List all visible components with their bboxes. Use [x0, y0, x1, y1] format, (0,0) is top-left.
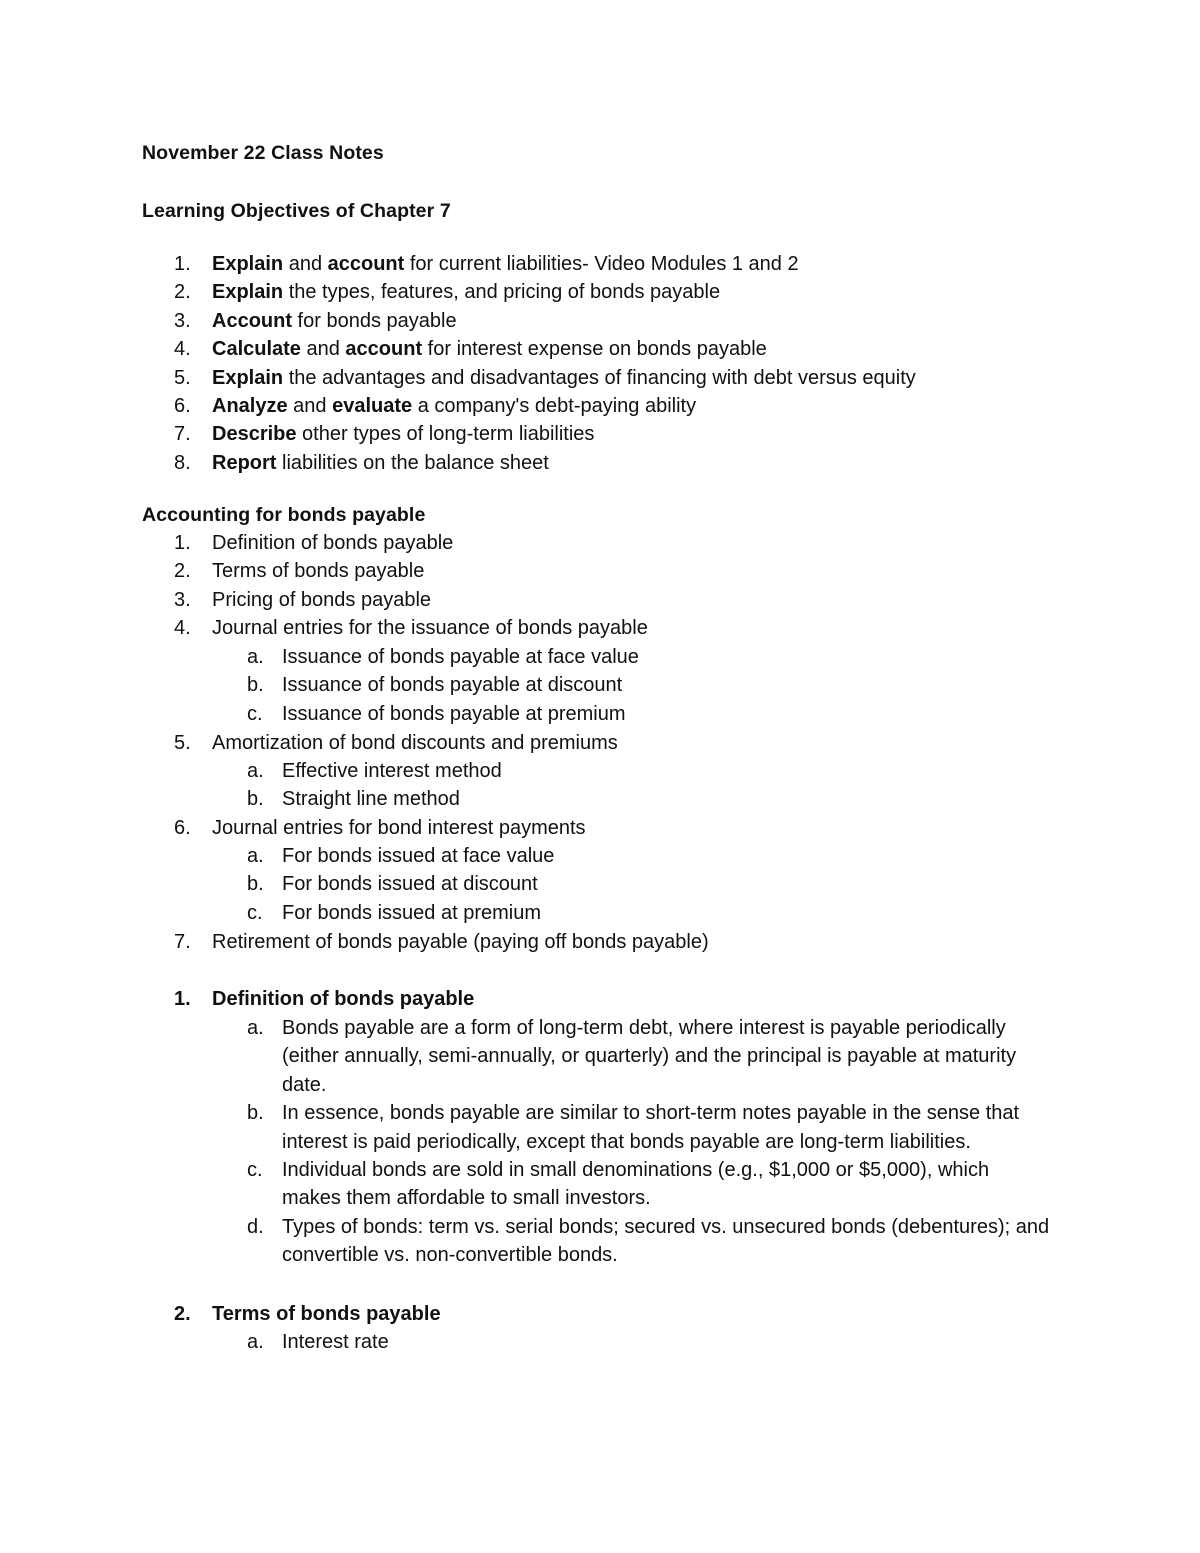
objective-text: and — [287, 395, 333, 418]
outline-text: Journal entries for the issuance of bonds payable — [212, 617, 648, 640]
objective-verb: Explain — [212, 366, 284, 389]
outline-item — [0, 729, 1100, 757]
list-number: 3. — [174, 588, 191, 611]
list-number: 1. — [174, 253, 191, 275]
outline-subitem — [0, 842, 1100, 870]
detail-heading — [0, 985, 1100, 1013]
outline-subtext: Straight line method — [282, 788, 460, 811]
outline-list — [0, 529, 1100, 643]
list-number: 6. — [174, 395, 191, 418]
outline-subitem — [0, 671, 1100, 699]
outline-list — [0, 928, 1100, 956]
outline-item — [0, 586, 1100, 614]
detail-section — [0, 985, 1100, 1013]
outline-subtext: Issuance of bonds payable at discount — [282, 674, 623, 697]
outline-text: Definition of bonds payable — [212, 532, 454, 554]
objective-text: a company's debt-paying ability — [412, 395, 697, 418]
outline-text: Pricing of bonds payable — [212, 588, 432, 611]
objectives-heading: Learning Objectives of Chapter 7 — [142, 200, 451, 222]
list-letter: b. — [247, 1102, 264, 1125]
objective-item — [0, 278, 1100, 306]
list-letter: d. — [247, 1215, 264, 1238]
outline-subtext: Effective interest method — [282, 760, 502, 782]
outline-text: Retirement of bonds payable (paying off bonds payable) — [212, 931, 709, 953]
objective-verb: Explain — [212, 281, 284, 304]
objectives-list — [0, 250, 1100, 477]
objective-item — [0, 335, 1100, 363]
objective-verb: evaluate — [332, 395, 413, 418]
objective-verb: account — [345, 338, 423, 361]
objective-item — [0, 392, 1100, 420]
objective-verb: account — [327, 253, 405, 275]
objective-verb: Describe — [212, 423, 297, 446]
outline-subitem — [0, 870, 1100, 898]
detail-subtext: In essence, bonds payable are similar to short-term notes payable in the sense that interest is paid periodically, except that bonds payable are long-term liabilities. — [282, 1102, 1020, 1153]
list-number: 7. — [174, 423, 191, 446]
detail-heading-text: Terms of bonds payable — [212, 1303, 441, 1325]
outline-item — [0, 614, 1100, 642]
outline-list — [0, 729, 1100, 757]
outline-list — [0, 814, 1100, 842]
list-number: 3. — [174, 309, 191, 332]
outline-heading: Accounting for bonds payable — [142, 504, 426, 526]
outline-item — [0, 529, 1100, 557]
outline-item — [0, 928, 1100, 956]
objective-text: other types of long-term liabilities — [296, 423, 595, 446]
list-letter: b. — [247, 674, 264, 697]
detail-sublist — [0, 1328, 1100, 1356]
objective-verb: Analyze — [212, 395, 288, 418]
objective-text: liabilities on the balance sheet — [276, 451, 549, 474]
objective-item — [0, 250, 1100, 278]
list-number: 1. — [174, 988, 191, 1010]
outline-text: Amortization of bond discounts and premiums — [212, 732, 618, 754]
list-number: 4. — [174, 338, 191, 361]
list-letter: a. — [247, 1331, 264, 1353]
outline-subitem — [0, 757, 1100, 785]
list-letter: b. — [247, 788, 264, 811]
outline-subtext: For bonds issued at premium — [282, 901, 542, 924]
outline-subitem — [0, 643, 1100, 671]
objective-item — [0, 364, 1100, 392]
list-letter: c. — [247, 702, 263, 725]
detail-subitem — [0, 1213, 1052, 1270]
objective-text: the types, features, and pricing of bonds payable — [283, 281, 721, 304]
detail-subitem — [0, 1328, 1100, 1356]
outline-subtext: For bonds issued at face value — [282, 845, 555, 867]
outline-subtext: Issuance of bonds payable at face value — [282, 646, 639, 668]
outline-text: Terms of bonds payable — [212, 560, 425, 583]
outline-sublist — [0, 842, 1100, 927]
list-number: 2. — [174, 281, 191, 304]
list-letter: c. — [247, 901, 263, 924]
objective-text: for current liabilities- Video Modules 1 and 2 — [404, 253, 799, 275]
outline-item — [0, 557, 1100, 585]
objective-text: for bonds payable — [292, 309, 457, 332]
list-letter: a. — [247, 1017, 264, 1039]
list-number: 1. — [174, 532, 191, 554]
detail-section — [0, 1300, 1100, 1328]
objective-item — [0, 449, 1100, 477]
list-number: 4. — [174, 617, 191, 640]
objective-verb: Calculate — [212, 338, 301, 361]
list-number: 2. — [174, 560, 191, 583]
list-letter: c. — [247, 1159, 263, 1182]
outline-sublist — [0, 643, 1100, 728]
detail-subtext: Individual bonds are sold in small denominations (e.g., $1,000 or $5,000), which makes them affordable to small investors. — [282, 1159, 990, 1210]
detail-subitem — [0, 1156, 1052, 1213]
detail-subitem — [0, 1099, 1052, 1156]
list-letter: a. — [247, 646, 264, 668]
detail-subtext: Bonds payable are a form of long-term debt, where interest is payable periodically (either annually, semi-annually, or quarterly) and the principal is payable at maturity date. — [282, 1017, 1017, 1096]
objective-text: for interest expense on bonds payable — [422, 338, 767, 361]
list-letter: a. — [247, 845, 264, 867]
list-number: 5. — [174, 732, 191, 754]
outline-text: Journal entries for bond interest payments — [212, 817, 586, 839]
detail-heading-text: Definition of bonds payable — [212, 988, 475, 1010]
detail-subtext: Interest rate — [282, 1331, 389, 1353]
outline-subitem — [0, 700, 1100, 728]
objective-item — [0, 420, 1100, 448]
outline-item — [0, 814, 1100, 842]
list-number: 2. — [174, 1303, 191, 1325]
list-number: 5. — [174, 366, 191, 389]
objective-verb: Explain — [212, 253, 284, 275]
objective-verb: Account — [212, 309, 292, 332]
list-number: 6. — [174, 817, 191, 839]
detail-sublist — [0, 1014, 1100, 1270]
list-number: 8. — [174, 451, 191, 474]
objective-text: and — [283, 253, 328, 275]
objective-verb: Report — [212, 451, 277, 474]
outline-sublist — [0, 757, 1100, 814]
outline-subitem — [0, 899, 1100, 927]
detail-subitem — [0, 1014, 1052, 1099]
detail-heading — [0, 1300, 1100, 1328]
outline-subtext: Issuance of bonds payable at premium — [282, 702, 626, 725]
objective-text: and — [300, 338, 346, 361]
list-letter: a. — [247, 760, 264, 782]
objective-text: the advantages and disadvantages of financing with debt versus equity — [283, 366, 916, 389]
detail-subtext: Types of bonds: term vs. serial bonds; secured vs. unsecured bonds (debentures); and convertible vs. non-convertible bonds. — [282, 1215, 1050, 1267]
outline-subitem — [0, 785, 1100, 813]
list-number: 7. — [174, 931, 191, 953]
page-title: November 22 Class Notes — [142, 142, 384, 164]
objective-item — [0, 307, 1100, 335]
outline-subtext: For bonds issued at discount — [282, 873, 538, 896]
list-letter: b. — [247, 873, 264, 896]
